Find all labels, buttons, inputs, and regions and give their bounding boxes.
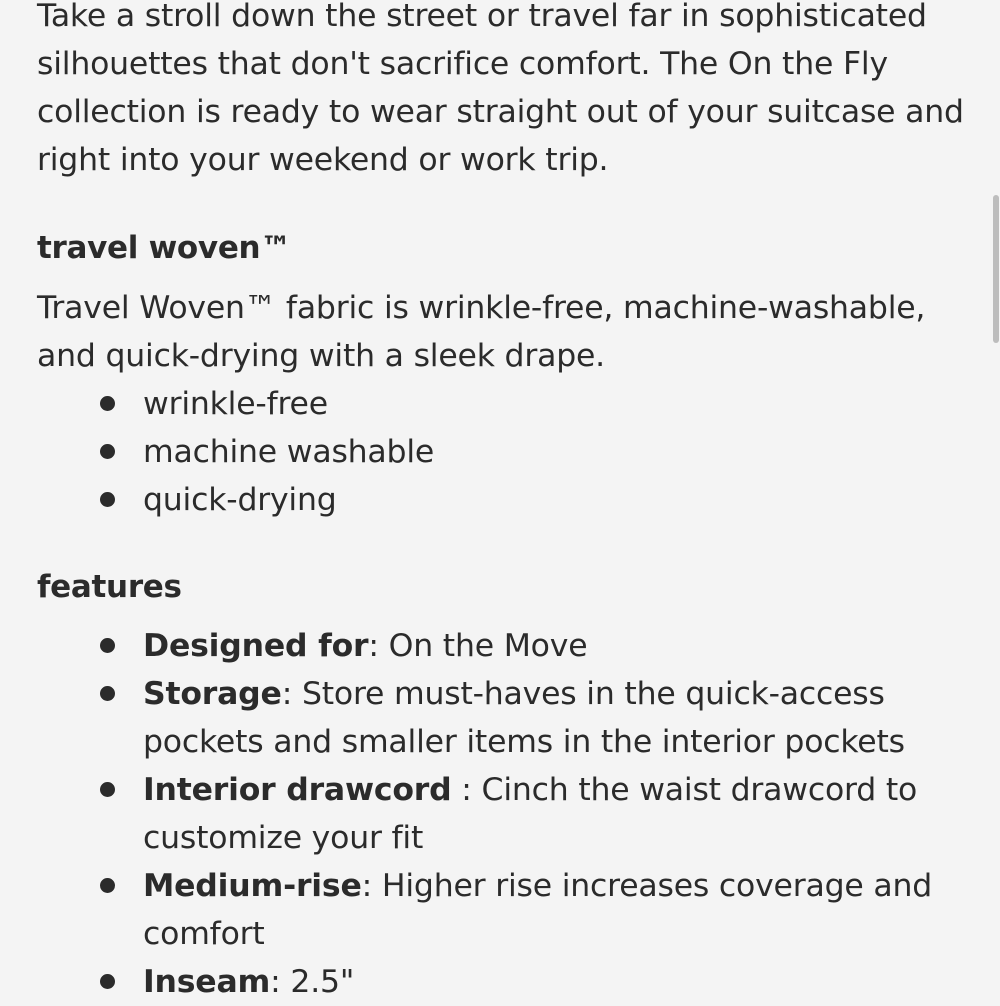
feature-name: Designed for (143, 628, 369, 664)
bullet-icon (100, 492, 115, 507)
product-description (37, 0, 967, 1006)
intro-paragraph: Take a stroll down the street or travel far in sophisticated silhouettes that don't sacrifice comfort. The On the Fly collection is ready to wear straight out of your suitcase and right into your weekend or work trip. (37, 0, 964, 178)
list-item-text: machine washable (143, 434, 435, 470)
travel-woven-bullet-list (37, 380, 967, 524)
bullet-icon (100, 444, 115, 459)
feature-text: On the Move (388, 628, 588, 664)
feature-item (37, 670, 967, 766)
feature-separator: : (361, 868, 382, 904)
features-list (37, 622, 967, 1006)
scrollbar-thumb[interactable] (993, 195, 999, 343)
list-item (37, 380, 967, 428)
feature-text: 2.5" (290, 964, 355, 1000)
features-heading: features (37, 569, 182, 605)
list-item (37, 476, 967, 524)
feature-separator: : (451, 772, 482, 808)
travel-woven-description: Travel Woven™ fabric is wrinkle-free, machine-washable, and quick-drying with a sleek drape. (37, 290, 926, 374)
feature-item (37, 862, 967, 958)
bullet-icon (100, 974, 115, 989)
bullet-icon (100, 396, 115, 411)
list-item (37, 428, 967, 476)
bullet-icon (100, 686, 115, 701)
list-item-text: quick-drying (143, 482, 337, 518)
feature-item (37, 958, 967, 1006)
feature-text: Cinch the waist drawcord to customize your fit (143, 772, 918, 856)
scrollbar[interactable] (990, 0, 1000, 350)
feature-text: Store must-haves in the quick-access pockets and smaller items in the interior pockets (143, 676, 905, 760)
feature-name: Inseam (143, 964, 271, 1000)
feature-item (37, 622, 967, 670)
feature-name: Medium-rise (143, 868, 362, 904)
bullet-icon (100, 638, 115, 653)
bullet-icon (100, 782, 115, 797)
feature-separator: : (368, 628, 389, 664)
feature-separator: : (281, 676, 302, 712)
travel-woven-heading: travel woven™ (37, 230, 292, 266)
feature-name: Storage (143, 676, 282, 712)
list-item-text: wrinkle-free (143, 386, 328, 422)
feature-name: Interior drawcord (143, 772, 452, 808)
feature-separator: : (270, 964, 291, 1000)
bullet-icon (100, 878, 115, 893)
feature-text: Higher rise increases coverage and comfort (143, 868, 933, 952)
feature-item (37, 766, 967, 862)
